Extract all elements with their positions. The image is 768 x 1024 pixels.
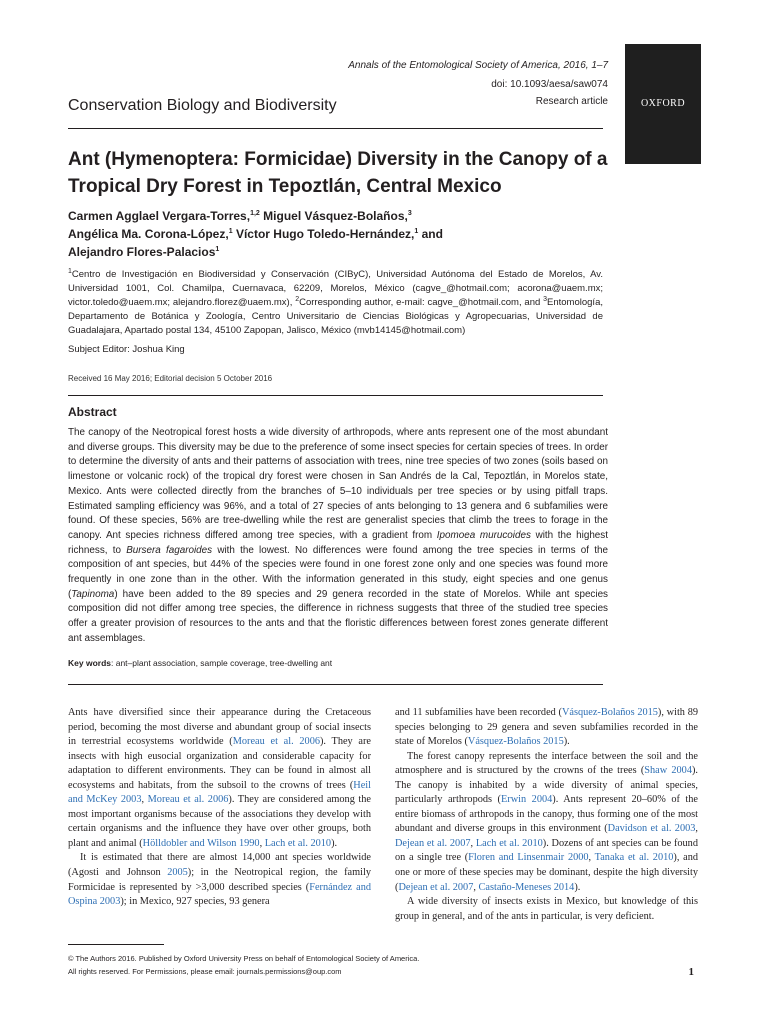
body-text: ); in Mexico, 927 species, 93 genera <box>120 896 270 908</box>
body-text: and 11 subfamilies have been recorded ( <box>395 707 562 718</box>
species-name: Ipomoea murucoides <box>436 529 531 541</box>
body-text: , <box>473 881 479 893</box>
body-text: ). <box>331 837 338 849</box>
affil-marker-3: 3 <box>543 295 548 303</box>
affiliation-1: Centro de Investigación en Biodiversidad y Conservación (CIByC), Universidad Autónoma del Estado de Morelos, Av. Universidad 1001, Col. Chamilpa, Cuernavaca, 62209, Morelos, México (cagve_@hotmail.com; acorona@uaem.mx; victor.toledo@uaem.mx; alejandro.florez@uaem.mx), <box>68 269 603 308</box>
body-text: ). Ants represent 20–60% of the entire biomass of arthropods in the canopy, thus forming one of the most abundant and diverse groups in this environment ( <box>395 794 699 835</box>
body-text: ). <box>574 881 581 893</box>
body-text: ). Dozens of ant species can be found on a single tree ( <box>395 837 698 864</box>
abstract-part: ) have been added to the 89 species and 29 genera recorded in the state of Morelos. While ant species composition did not differ among tree species, the difference in richness suggests that three of the studied tree species offer a greater provision of resources to the ants and that the floristic differences between forest zones generate different ant assemblages. <box>68 588 608 644</box>
body-text: The forest canopy represents the interface between the soil and the atmosphere and is structured by the crowns of the trees ( <box>395 750 698 777</box>
body-paragraph <box>68 851 371 909</box>
citation-link[interactable]: Dejean et al. 2007 <box>395 837 471 849</box>
abstract-text <box>68 426 608 647</box>
citation-link[interactable]: Heil and McKey 2003 <box>68 779 371 806</box>
oxford-logo <box>625 44 701 164</box>
body-paragraph <box>395 750 698 895</box>
abstract-part: with the lowest. No differences were found among the tree species in terms of the composition of ant species, but 44% of the species were found in one forest zone only and one species was found more frequently in one zone than in the other. With the information generated in this study, eight species and one genus ( <box>68 544 608 600</box>
body-text: A wide diversity of insects exists in Mexico, but knowledge of this group in general, and of the ants in particular, is very deficient. <box>395 896 698 922</box>
keywords <box>68 658 332 668</box>
author-affil-marker: 3 <box>407 210 412 217</box>
body-text: ), and one or more of these species may be dominant, despite the high diversity ( <box>395 852 698 893</box>
affiliation-2: Corresponding author, e-mail: cagve_@hotmail.com, and <box>299 297 544 308</box>
keywords-label: Key words <box>68 658 111 668</box>
body-paragraph <box>395 895 698 924</box>
page-number: 1 <box>688 966 694 978</box>
body-text: ). The canopy is inhabited by a wide diversity of animal species, particularly arthropods ( <box>395 765 698 806</box>
subject-editor: Subject Editor: Joshua King <box>68 344 185 355</box>
body-column-left <box>68 706 371 910</box>
body-text: ). <box>563 736 570 748</box>
received-dates: Received 16 May 2016; Editorial decision 5 October 2016 <box>68 374 273 383</box>
author-affil-marker: 1 <box>215 246 220 253</box>
permissions-line: All rights reserved. For Permissions, please email: journals.permissions@oup.com <box>68 967 342 976</box>
author-name: Carmen Agglael Vergara-Torres, <box>68 209 251 223</box>
copyright-line: © The Authors 2016. Published by Oxford University Press on behalf of Entomological Society of America. <box>68 954 420 963</box>
body-paragraph <box>68 706 371 851</box>
author-affil-marker: 1,2 <box>250 210 260 217</box>
author-name: Angélica Ma. Corona-López, <box>68 227 229 241</box>
body-column-right <box>395 706 698 924</box>
citation-link[interactable]: Castaño-Meneses 2014 <box>478 881 575 893</box>
citation-link[interactable]: Lach et al. 2010 <box>264 837 332 849</box>
journal-citation: Annals of the Entomological Society of America, 2016, 1–7 <box>348 60 608 71</box>
body-text: Ants have diversified since their appearance during the Cretaceous period, becoming the most diverse and abundant group of social insects in terrestrial ecosystems worldwide ( <box>68 707 371 748</box>
doi[interactable]: doi: 10.1093/aesa/saw074 <box>491 79 608 90</box>
article-type: Research article <box>535 96 608 107</box>
abstract-heading: Abstract <box>68 405 117 419</box>
affiliation-3: Entomología, Departamento de Botánica y Zoología, Centro Universitario de Ciencias Biológicas y Agropecuarias, Universidad de Guadalajara, Apartado postal 134, 45100 Zapopan, Jalisco, México (mvb14145@hotmail.com) <box>68 297 603 336</box>
body-text: ). They are insects with high eusocial organization and considerable capacity for adaptation to different environments. They can be found in almost all ecosystems and habitats, from the subsoil to the crowns of trees ( <box>68 736 372 791</box>
abstract-top-rule <box>68 395 603 396</box>
body-text: , <box>695 823 698 835</box>
citation-link[interactable]: Hölldobler and Wilson 1990 <box>142 837 260 849</box>
citation-link[interactable]: Moreau et al. 2006 <box>147 794 229 806</box>
citation-link[interactable]: 2005 <box>167 867 188 879</box>
author-list <box>68 207 628 261</box>
citation-link[interactable]: Lach et al. 2010 <box>475 837 543 849</box>
body-text: It is estimated that there are almost 14,000 ant species worldwide (Agosti and Johnson <box>68 852 371 879</box>
citation-link[interactable]: Fernández and Ospina 2003 <box>68 881 372 908</box>
abstract-part: The canopy of the Neotropical forest hosts a wide diversity of arthropods, where ants represent one of the most abundant and diverse groups. This diversity may be due to the preference of some insect species for certain species of trees. In order to determine the diversity of ants and their patterns of association with trees, nine tree species of two zones (soils based on limestone or volcanic rock) of the tropical dry forest were chosen in San Andrés de la Cal, Tepoztlán, in Morelos state, Mexico. Ants were collected directly from the branches of 5–10 individuals per tree species or by using pitfall traps. Estimated sampling efficiency was 96%, and a total of 27 species of ants belonging to 13 genera and 6 subfamilies were found. Of these species, 56% are tree-dwelling while the rest are generalist species that climb the trees to forage in the canopy. Ant species richness differed among tree species, with a gradient from <box>68 427 608 541</box>
author-affil-marker: 1 <box>228 228 233 235</box>
citation-link[interactable]: Davidson et al. 2003 <box>607 823 696 835</box>
affil-marker-2: 2 <box>295 295 300 303</box>
citation-link[interactable]: Moreau et al. 2006 <box>232 736 320 748</box>
author-name: Alejandro Flores-Palacios <box>68 245 216 259</box>
abstract-part: with the highest richness, to <box>68 529 608 556</box>
author-name: Miguel Vásquez-Bolaños, <box>263 209 408 223</box>
oxford-logo-text: OXFORD <box>640 98 686 109</box>
header-rule <box>68 128 603 129</box>
author-name: Víctor Hugo Toledo-Hernández, <box>235 227 415 241</box>
abstract-bottom-rule <box>68 684 603 685</box>
author-affil-marker: 1 <box>414 228 419 235</box>
body-text: ), with 89 species belonging to 29 genera and seven subfamilies recorded in the state of Morelos ( <box>395 707 698 748</box>
section-title: Conservation Biology and Biodiversity <box>68 97 337 114</box>
body-text: , <box>470 837 476 849</box>
body-text: , <box>259 837 265 849</box>
body-text: , <box>588 852 595 864</box>
copyright-footer <box>68 952 419 978</box>
citation-link[interactable]: Floren and Linsenmair 2000 <box>468 852 589 864</box>
author-separator: and <box>418 227 443 241</box>
body-text: ); in the Neotropical region, the family Formicidae is represented by >3,000 described species ( <box>68 867 371 893</box>
citation-link[interactable]: Dejean et al. 2007 <box>398 881 474 893</box>
body-text: , <box>141 794 148 806</box>
citation-link[interactable]: Tanaka et al. 2010 <box>594 852 674 864</box>
affil-marker-1: 1 <box>68 267 72 275</box>
citation-link[interactable]: Shaw 2004 <box>644 765 692 777</box>
footer-rule <box>68 944 164 945</box>
keywords-text: : ant–plant association, sample coverage, tree-dwelling ant <box>111 658 333 668</box>
citation-link[interactable]: Vásquez-Bolaños 2015 <box>561 707 658 718</box>
citation-link[interactable]: Erwin 2004 <box>500 794 553 806</box>
body-paragraph <box>395 706 698 750</box>
article-title: Ant (Hymenoptera: Formicidae) Diversity in the Canopy of a Tropical Dry Forest in Tepoztlán, Central Mexico <box>68 149 608 197</box>
species-name: Bursera fagaroides <box>126 544 213 556</box>
affiliations <box>68 268 603 338</box>
citation-link[interactable]: Vásquez-Bolaños 2015 <box>467 736 564 748</box>
genus-name: Tapinoma <box>71 588 115 600</box>
body-text: ). They are considered among the most important organisms because of the associations they develop with certain organisms and the influence they have over other groups, both plant and animal ( <box>68 794 371 849</box>
